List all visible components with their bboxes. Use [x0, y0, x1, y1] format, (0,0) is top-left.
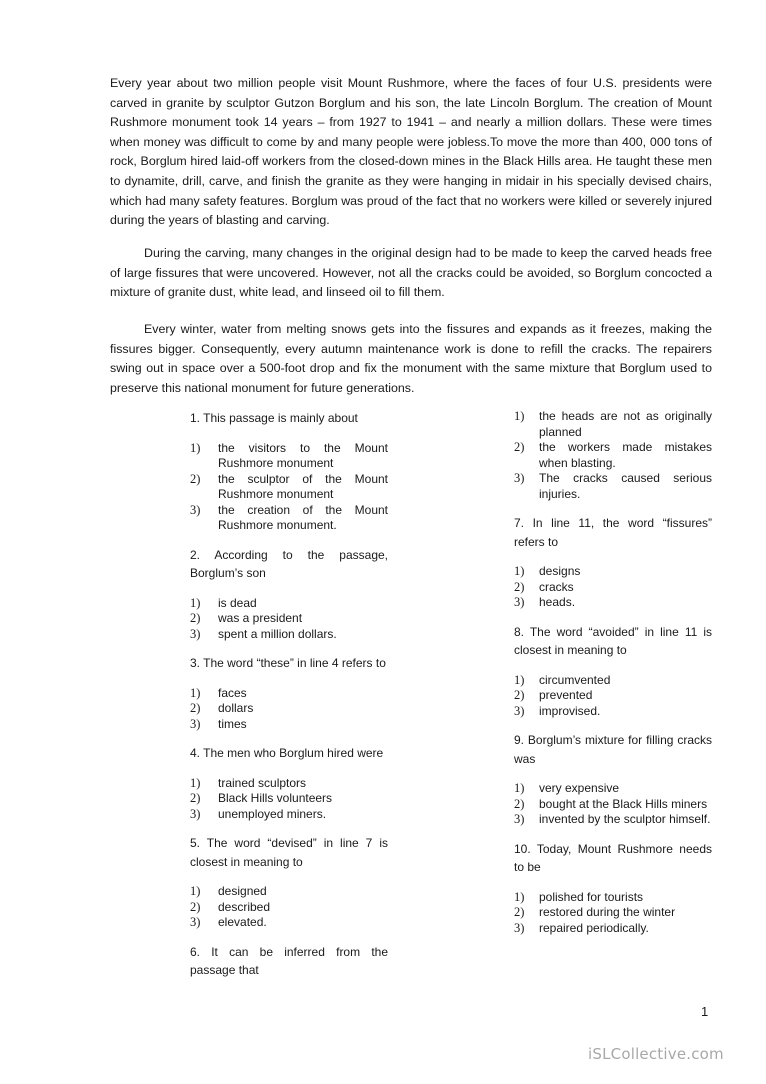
option-text: heads.: [539, 595, 576, 609]
option: [190, 701, 388, 717]
passage-paragraph-1: [110, 74, 712, 231]
option: [190, 611, 388, 627]
option: [514, 580, 712, 596]
option: [190, 503, 388, 534]
question-text: 4. The men who Borglum hired were: [190, 746, 384, 760]
option: [514, 921, 712, 937]
passage-paragraph-2: [110, 244, 712, 303]
option-list: [190, 884, 388, 931]
option-list: [190, 686, 388, 733]
option: [514, 797, 712, 813]
option-number: 3): [514, 812, 525, 826]
question-9: [514, 731, 712, 828]
option-text: elevated.: [218, 915, 267, 929]
option: [514, 905, 712, 921]
option-text: the workers made mistakes when blasting.: [539, 440, 712, 470]
questions-left-column: [190, 409, 388, 992]
option: [190, 915, 388, 931]
option: [190, 686, 388, 702]
option-text: was a president: [218, 611, 303, 625]
option-text: Black Hills volunteers: [218, 791, 333, 805]
option: [514, 673, 712, 689]
question-text: 2. According to the passage, Borglum’s son: [190, 547, 388, 580]
option-text: dollars: [218, 701, 254, 715]
option-number: 1): [514, 781, 525, 795]
option-text: described: [218, 899, 271, 914]
option-text: prevented: [539, 688, 593, 702]
option-number: 3): [190, 626, 201, 641]
option-number: 2): [514, 796, 525, 811]
option-list: [514, 673, 712, 720]
option-number: 3): [190, 716, 201, 731]
option: [514, 595, 712, 611]
option-text: designs: [539, 564, 581, 578]
option-text: improvised.: [539, 703, 601, 718]
option: [514, 409, 712, 440]
option: [190, 596, 388, 612]
question-8: [514, 623, 712, 720]
option-number: 3): [190, 915, 201, 929]
question-6-options: [514, 409, 712, 502]
option: [514, 704, 712, 720]
option-text: the visitors to the Mount Rushmore monument: [218, 440, 388, 470]
question-4: [190, 744, 388, 822]
question-text: 6. It can be inferred from the passage that: [190, 944, 388, 977]
option-text: circumvented: [539, 672, 611, 687]
option-list: [514, 409, 712, 502]
option: [514, 890, 712, 906]
option-list: [514, 890, 712, 937]
questions-right-column: [514, 409, 712, 948]
option-number: 3): [514, 920, 525, 935]
passage-paragraph-3: [110, 320, 712, 398]
option-number: 1): [514, 672, 525, 687]
question-text: 1. This passage is mainly about: [190, 411, 358, 425]
option-text: designed: [218, 884, 267, 898]
paragraph-text: Every winter, water from melting snows gets into the fissures and expands as it freezes, making the fissures bigger. Consequently, every autumn maintenance work is done to refill the cracks. The repairers swing out in space over a 500-foot drop and fix the monument with the same mixture that Borglum used to preserve this national monument for future generations.: [110, 322, 712, 395]
option-text: polished for tourists: [539, 889, 644, 904]
option: [514, 564, 712, 580]
question-6: [190, 943, 388, 980]
option-number: 3): [190, 502, 201, 517]
option-number: 2): [514, 440, 525, 454]
option-number: 1): [190, 440, 201, 455]
question-3: [190, 654, 388, 732]
site-watermark: iSLCollective.com: [588, 1045, 724, 1063]
option-number: 2): [190, 701, 201, 715]
option-number: 2): [514, 579, 525, 594]
option: [514, 812, 712, 828]
option-number: 1): [514, 564, 525, 578]
option-number: 2): [190, 791, 201, 805]
option-number: 1): [514, 889, 525, 904]
page-number: 1: [701, 1004, 709, 1019]
option: [190, 807, 388, 823]
option-list: [190, 776, 388, 823]
question-text: 5. The word “devised” in line 7 is closest in meaning to: [190, 836, 388, 869]
option: [190, 791, 388, 807]
option-number: 2): [190, 471, 201, 486]
question-text: 9. Borglum’s mixture for filling cracks was: [514, 733, 712, 766]
option-text: the sculptor of the Mount Rushmore monument: [218, 471, 388, 501]
option-text: faces: [218, 685, 247, 700]
option-text: cracks: [539, 579, 574, 594]
option-number: 1): [190, 595, 201, 610]
question-2: [190, 546, 388, 643]
option-number: 1): [190, 884, 201, 898]
option-text: very expensive: [539, 781, 620, 795]
option-text: The cracks caused serious injuries.: [539, 471, 712, 501]
option-text: bought at the Black Hills miners: [539, 796, 708, 811]
question-text: 3. The word “these” in line 4 refers to: [190, 656, 386, 670]
option-number: 3): [514, 471, 525, 485]
option: [190, 717, 388, 733]
question-7: [514, 514, 712, 611]
paragraph-text: Every year about two million people visit Mount Rushmore, where the faces of four U.S. presidents were carved in granite by sculptor Gutzon Borglum and his son, the late Lincoln Borglum. The creation of Mount Rushmore monument took 14 years – from 1927 to 1941 – and nearly a million dollars. These were times when money was difficult to come by and many people were jobless.To move the more than 400, 000 tons of rock, Borglum hired laid-off workers from the closed-down mines in the Black Hills area. He taught these men to dynamite, drill, carve, and finish the granite as they were hanging in midair in his specially devised chairs, which had many safety features. Borglum was proud of the fact that no workers were killed or severely injured during the years of blasting and carving.: [110, 76, 712, 228]
option: [514, 471, 712, 502]
option-number: 3): [514, 703, 525, 718]
option: [514, 688, 712, 704]
option-list: [514, 564, 712, 611]
option-text: the creation of the Mount Rushmore monument.: [218, 502, 388, 532]
option-list: [190, 596, 388, 643]
option: [514, 781, 712, 797]
option-number: 3): [190, 806, 201, 821]
option-number: 3): [514, 595, 525, 609]
option-text: times: [218, 716, 247, 731]
option-text: restored during the winter: [539, 905, 676, 919]
option-list: [514, 781, 712, 828]
option-number: 2): [190, 899, 201, 914]
option: [190, 900, 388, 916]
option: [190, 472, 388, 503]
option-text: invented by the sculptor himself.: [539, 812, 711, 826]
option-number: 1): [190, 685, 201, 700]
option-list: [190, 441, 388, 534]
option-text: unemployed miners.: [218, 806, 327, 821]
paragraph-text: During the carving, many changes in the original design had to be made to keep the carved heads free of large fissures that were uncovered. However, not all the cracks could be avoided, so Borglum concocted a mixture of granite dust, white lead, and linseed oil to fill them.: [110, 246, 712, 300]
option-number: 2): [514, 905, 525, 919]
question-10: [514, 840, 712, 937]
option-text: trained sculptors: [218, 775, 307, 790]
question-5: [190, 834, 388, 931]
option: [190, 627, 388, 643]
option-number: 2): [514, 688, 525, 702]
option-number: 1): [190, 775, 201, 790]
question-text: 8. The word “avoided” in line 11 is closest in meaning to: [514, 624, 712, 657]
option: [514, 440, 712, 471]
option-text: repaired periodically.: [539, 920, 649, 935]
option-number: 1): [514, 409, 525, 423]
option-text: the heads are not as originally planned: [539, 409, 712, 439]
question-1: [190, 409, 388, 534]
option-number: 2): [190, 611, 201, 625]
option: [190, 776, 388, 792]
option: [190, 441, 388, 472]
question-text: 7. In line 11, the word “fissures” refers to: [514, 516, 712, 549]
option-text: is dead: [218, 595, 257, 610]
question-text: 10. Today, Mount Rushmore needs to be: [514, 841, 712, 874]
option-text: spent a million dollars.: [218, 626, 337, 641]
option: [190, 884, 388, 900]
